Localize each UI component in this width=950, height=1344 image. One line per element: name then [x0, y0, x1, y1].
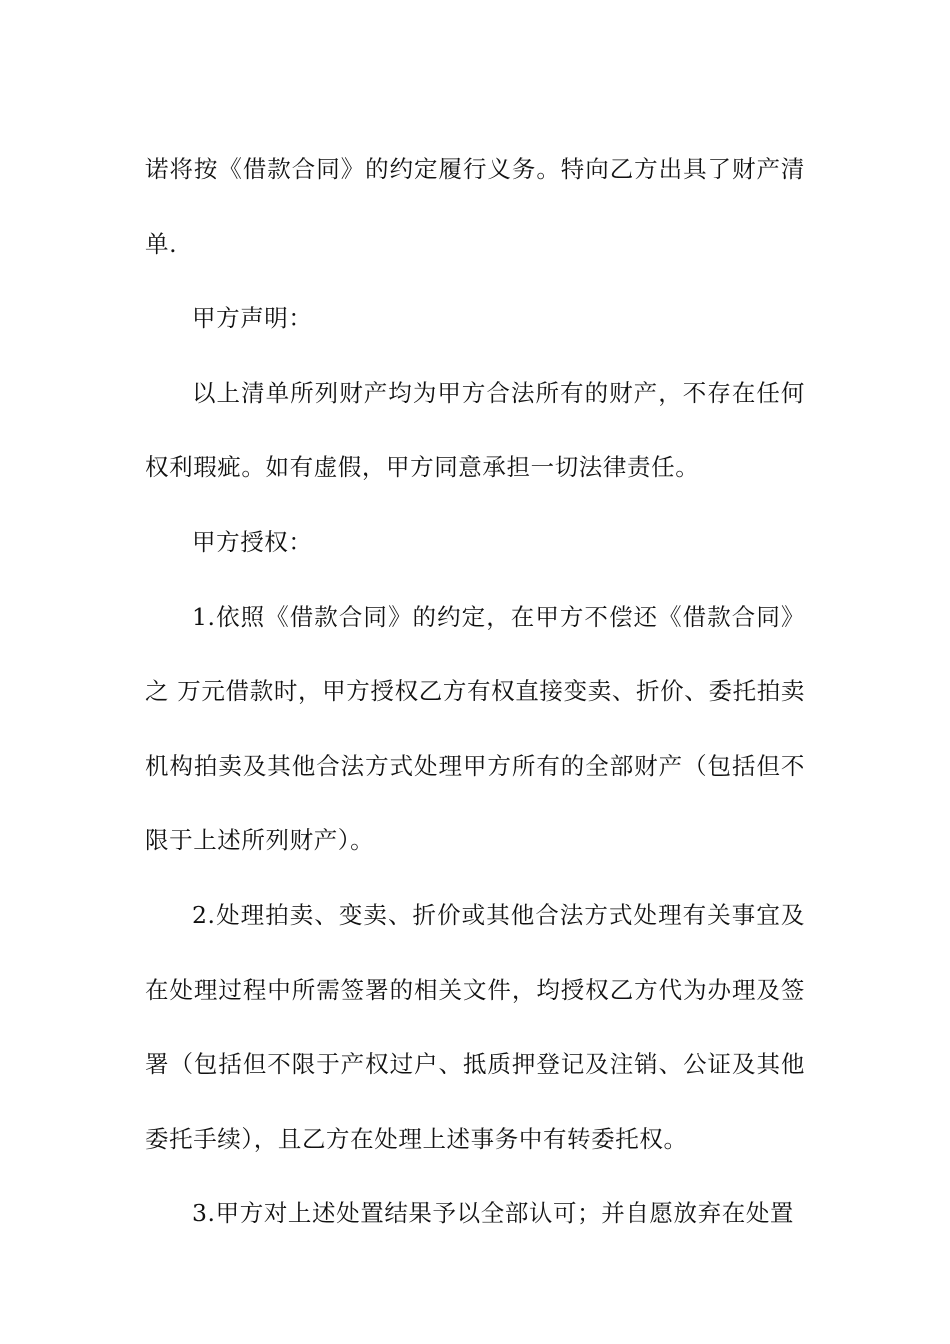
paragraph-continuation: 诺将按《借款合同》的约定履行义务。特向乙方出具了财产清单. [145, 155, 805, 258]
paragraph-party-a-declaration-heading: 甲方声明： [192, 304, 313, 333]
paragraph-clause-2: 2.处理拍卖、变卖、折价或其他合法方式处理有关事宜及在处理过程中所需签署的相关文件，均授权乙方代为办理及签署（包括但不限于产权过户、抵质押登记及注销、公证及其他委托手续），且乙方在处理上述事务中有转委托权。 [145, 900, 805, 1153]
document-body [145, 132, 805, 1251]
paragraph-party-a-authorization-heading: 甲方授权： [192, 527, 313, 556]
paragraph-declaration: 以上清单所列财产均为甲方合法所有的财产，不存在任何权利瑕疵。如有虚假，甲方同意承担一切法律责任。 [145, 378, 805, 482]
paragraph-clause-1: 1.依照《借款合同》的约定，在甲方不偿还《借款合同》之 万元借款时，甲方授权乙方有权直接变卖、折价、委托拍卖机构拍卖及其他合法方式处理甲方所有的全部财产（包括但不限于上述所列财产）。 [145, 602, 805, 855]
paragraph-clause-3: 3.甲方对上述处置结果予以全部认可；并自愿放弃在处置 [192, 1199, 795, 1228]
